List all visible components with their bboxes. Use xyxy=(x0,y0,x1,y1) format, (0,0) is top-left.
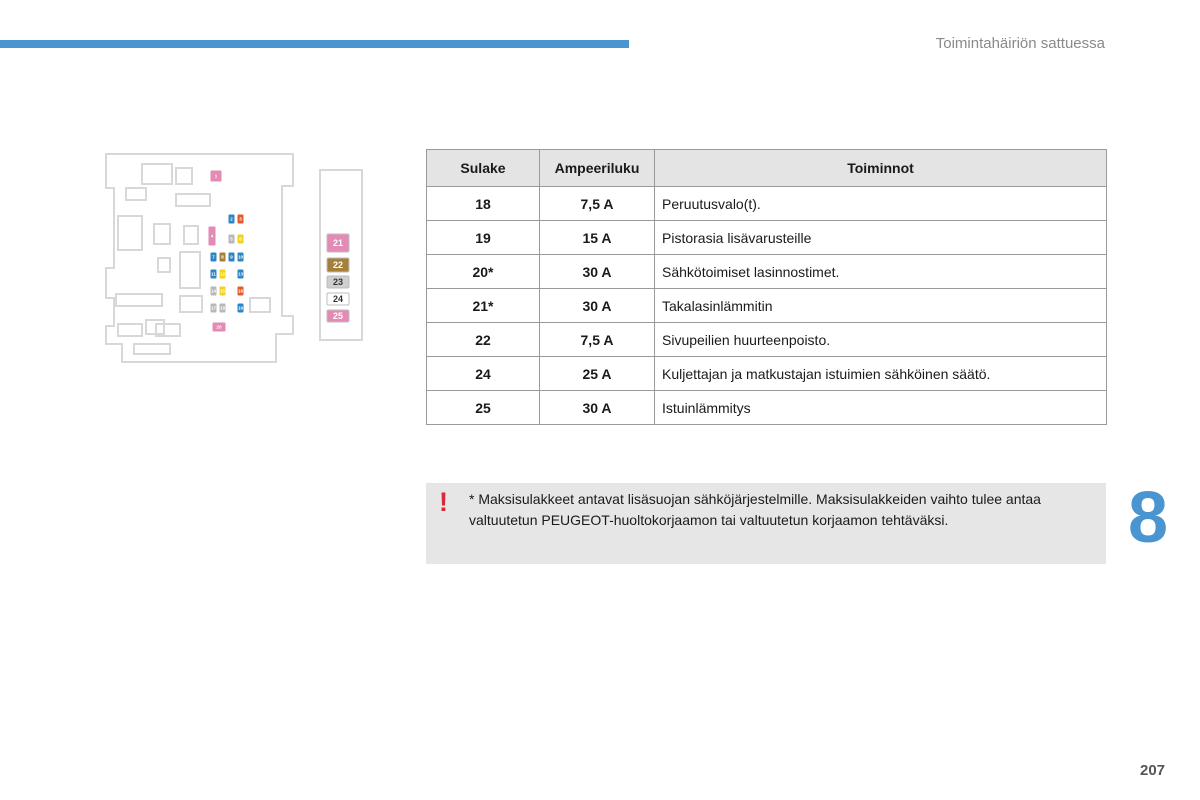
fuse-cell: 21* xyxy=(427,289,540,323)
svg-text:5: 5 xyxy=(230,236,233,242)
function-cell: Takalasinlämmitin xyxy=(655,289,1107,323)
svg-text:1: 1 xyxy=(214,173,218,179)
table-row xyxy=(427,323,1107,357)
svg-text:12: 12 xyxy=(219,271,226,277)
fuse-cell: 19 xyxy=(427,221,540,255)
header-fuse: Sulake xyxy=(427,150,540,187)
function-cell: Peruutusvalo(t). xyxy=(655,187,1107,221)
svg-text:2: 2 xyxy=(230,216,233,222)
fuse-9 xyxy=(228,252,235,262)
fuse-box-diagram xyxy=(100,148,370,370)
table-row xyxy=(427,357,1107,391)
fuse-3 xyxy=(237,214,244,224)
small-fuse-group xyxy=(208,170,244,332)
fuse-12 xyxy=(219,269,226,279)
table-row xyxy=(427,289,1107,323)
svg-text:11: 11 xyxy=(211,271,216,277)
fuse-6 xyxy=(237,234,244,244)
function-cell: Istuinlämmitys xyxy=(655,391,1107,425)
note-text: * Maksisulakkeet antavat lisäsuojan sähköjärjestelmille. Maksisulakkeiden vaihto tulee antaa valtuutetun PEUGEOT-huoltokorjaamon tai valtuutetun korjaamon tehtäväksi. xyxy=(469,491,1041,528)
table-row xyxy=(427,187,1107,221)
svg-text:10: 10 xyxy=(237,254,244,260)
amperage-cell: 7,5 A xyxy=(540,187,655,221)
fuse-18 xyxy=(219,303,226,313)
header-amperage: Ampeeriluku xyxy=(540,150,655,187)
chapter-number: 8 xyxy=(1128,478,1169,558)
fuse-25 xyxy=(327,310,349,322)
fuse-8 xyxy=(219,252,226,262)
fuse-5 xyxy=(228,234,235,244)
fuse-16 xyxy=(237,286,244,296)
warning-note xyxy=(426,483,1106,564)
fuse-4 xyxy=(208,226,216,246)
amperage-cell: 7,5 A xyxy=(540,323,655,357)
fuse-cell: 18 xyxy=(427,187,540,221)
amperage-cell: 30 A xyxy=(540,289,655,323)
function-cell: Kuljettajan ja matkustajan istuimien sähköinen säätö. xyxy=(655,357,1107,391)
table-row xyxy=(427,255,1107,289)
svg-text:24: 24 xyxy=(332,294,344,305)
fuse-cell: 24 xyxy=(427,357,540,391)
header-function: Toiminnot xyxy=(655,150,1107,187)
fuse-17 xyxy=(210,303,217,313)
fuse-15 xyxy=(219,286,226,296)
fuse-22 xyxy=(327,258,349,272)
svg-text:7: 7 xyxy=(212,254,215,260)
svg-text:23: 23 xyxy=(332,277,344,288)
fuse-2 xyxy=(228,214,235,224)
fuse-7 xyxy=(210,252,217,262)
table-row xyxy=(427,221,1107,255)
fuse-table xyxy=(426,149,1107,425)
svg-text:14: 14 xyxy=(210,288,217,294)
svg-text:13: 13 xyxy=(237,271,244,277)
exclamation-warning-icon: ! xyxy=(439,487,448,517)
function-cell: Pistorasia lisävarusteille xyxy=(655,221,1107,255)
fuse-14 xyxy=(210,286,217,296)
svg-text:15: 15 xyxy=(219,288,226,294)
fuse-23 xyxy=(327,276,349,288)
fuse-13 xyxy=(237,269,244,279)
amperage-cell: 30 A xyxy=(540,255,655,289)
fuse-cell: 22 xyxy=(427,323,540,357)
amperage-cell: 15 A xyxy=(540,221,655,255)
svg-text:20: 20 xyxy=(216,324,222,330)
fuse-cell: 20* xyxy=(427,255,540,289)
large-fuse-group xyxy=(327,234,349,322)
table-row xyxy=(427,391,1107,425)
svg-text:18: 18 xyxy=(219,305,226,311)
amperage-cell: 30 A xyxy=(540,391,655,425)
fuse-21 xyxy=(327,234,349,252)
function-cell: Sivupeilien huurteenpoisto. xyxy=(655,323,1107,357)
svg-text:16: 16 xyxy=(237,288,244,294)
page-number: 207 xyxy=(1140,762,1166,779)
svg-text:21: 21 xyxy=(332,238,344,249)
table-header-row xyxy=(427,150,1107,187)
fuse-11 xyxy=(210,269,217,279)
fuse-24 xyxy=(327,293,349,305)
svg-text:17: 17 xyxy=(210,305,217,311)
svg-text:22: 22 xyxy=(332,260,344,271)
fuse-10 xyxy=(237,252,244,262)
svg-text:25: 25 xyxy=(332,311,344,322)
header-accent-bar xyxy=(0,40,629,48)
svg-text:19: 19 xyxy=(237,305,244,311)
section-title: Toimintahäiriön sattuessa xyxy=(935,35,1105,52)
function-cell: Sähkötoimiset lasinnostimet. xyxy=(655,255,1107,289)
fuse-1 xyxy=(210,170,222,182)
svg-text:4: 4 xyxy=(210,233,214,239)
svg-text:3: 3 xyxy=(239,216,242,222)
amperage-cell: 25 A xyxy=(540,357,655,391)
svg-text:8: 8 xyxy=(221,254,224,260)
svg-text:9: 9 xyxy=(230,254,233,260)
fuse-19 xyxy=(237,303,244,313)
fuse-20 xyxy=(212,322,226,332)
svg-text:6: 6 xyxy=(239,236,242,242)
fuse-cell: 25 xyxy=(427,391,540,425)
